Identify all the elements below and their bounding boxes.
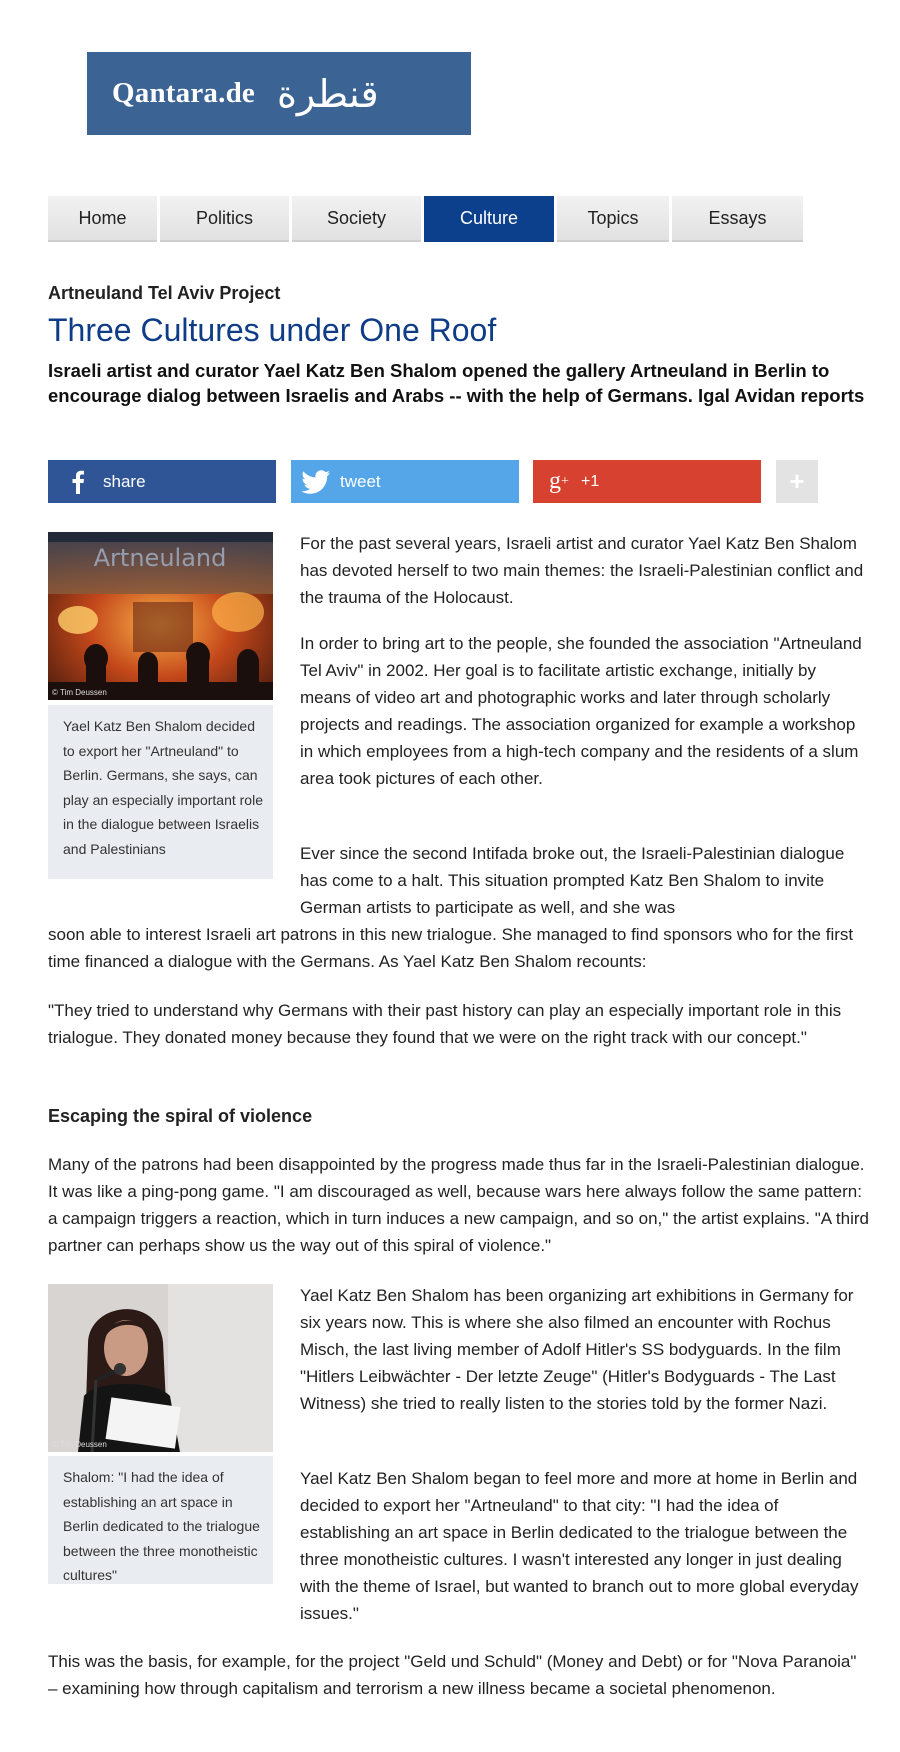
twitter-tweet-button[interactable] <box>291 460 519 503</box>
google-plus-label: +1 <box>581 472 600 490</box>
article-paragraph-4: Many of the patrons had been disappointed by the progress made thus far in the Israeli-Palestinian dialogue. It was like a ping-pong game. "I am discouraged as well, because wars here always follow the same pattern: a campaign triggers a reaction, which in turn induces a new campaign, and so on," the artist explains. "A third partner can perhaps show us the way out of this spiral of violence." <box>48 1155 869 1255</box>
google-plus-button[interactable] <box>533 460 761 503</box>
article-paragraph-5: Yael Katz Ben Shalom has been organizing art exhibitions in Germany for six years now. This is where she also filmed an encounter with Rochus Misch, the last living member of Adolf Hitler's SS bodyguards. In the film "Hitlers Leibwächter - Der letzte Zeuge" (Hitler's Bodyguards - The Last Witness) she tried to really listen to the stories told by the former Nazi. <box>300 1286 854 1413</box>
logo-text-latin: Qantara.de <box>112 77 255 109</box>
twitter-icon <box>296 470 336 494</box>
article-title: Three Cultures under One Roof <box>48 312 497 348</box>
facebook-icon <box>58 470 98 494</box>
article-paragraph-3a: Ever since the second Intifada broke out, the Israeli-Palestinian dialogue has come to a halt. This situation prompted Katz Ben Shalom to invite German artists to participate as well, and she was <box>300 844 845 917</box>
main-nav <box>48 196 803 242</box>
photo-credit-1: © Tim Deussen <box>52 688 107 697</box>
photo-credit-2: © Tim Deussen <box>52 1440 107 1449</box>
nav-tab-culture[interactable]: Culture <box>424 196 554 242</box>
artneuland-gallery-photo <box>48 532 273 700</box>
twitter-tweet-label: tweet <box>340 471 381 491</box>
nav-tab-home[interactable]: Home <box>48 196 157 242</box>
image-caption-1: Yael Katz Ben Shalom decided to export her "Artneuland" to Berlin. Germans, she says, can play an especially important role in the dialogue between Israelis and Palestinians <box>48 705 273 879</box>
image-caption-2: Shalom: "I had the idea of establishing an art space in Berlin dedicated to the trialogue between the three monotheistic cultures" <box>48 1456 273 1584</box>
site-logo[interactable] <box>87 52 471 135</box>
plus-icon: + <box>789 466 805 496</box>
shalom-speaking-photo <box>48 1284 273 1452</box>
nav-tab-politics[interactable]: Politics <box>160 196 289 242</box>
artneuland-sign-text: Artneuland <box>93 544 227 572</box>
article-lead: Israeli artist and curator Yael Katz Ben Shalom opened the gallery Artneuland in Berlin to encourage dialog between Israelis and Arabs -- with the help of Germans. Igal Avidan reports <box>48 360 865 406</box>
nav-tab-society[interactable]: Society <box>292 196 421 242</box>
article-paragraph-3b: soon able to interest Israeli art patrons in this new trialogue. She managed to find sponsors who for the first time financed a dialogue with the Germans. As Yael Katz Ben Shalom recounts: <box>48 925 854 971</box>
nav-tab-topics[interactable]: Topics <box>557 196 669 242</box>
article-kicker: Artneuland Tel Aviv Project <box>48 283 281 303</box>
section-subheading: Escaping the spiral of violence <box>48 1106 313 1126</box>
article-quote: "They tried to understand why Germans with their past history can play an especially important role in this trialogue. They donated money because they found that we were on the right track with our concept." <box>48 1001 842 1047</box>
article-paragraph-7: This was the basis, for example, for the project "Geld und Schuld" (Money and Debt) or for "Nova Paranoia" – examining how through capitalism and terrorism a new illness became a societal phenomenon. <box>48 1652 857 1698</box>
more-share-button[interactable] <box>776 460 818 503</box>
article-paragraph-1: For the past several years, Israeli artist and curator Yael Katz Ben Shalom has devoted herself to two main themes: the Israeli-Palestinian conflict and the trauma of the Holocaust. <box>300 534 864 607</box>
google-plus-icon: g + <box>549 468 569 494</box>
nav-tab-essays[interactable]: Essays <box>672 196 803 242</box>
facebook-share-label: share <box>103 471 146 491</box>
article-paragraph-2: In order to bring art to the people, she founded the association "Artneuland Tel Aviv" in 2002. Her goal is to facilitate artistic exchange, initially by means of video art and photographic works and later through scholarly projects and readings. The association organized for example a workshop in which employees from a high-tech company and the residents of a slum area took pictures of each other. <box>300 634 862 788</box>
facebook-share-button[interactable] <box>48 460 276 503</box>
logo-text-arabic: قنطرة <box>276 71 379 116</box>
article-paragraph-6: Yael Katz Ben Shalom began to feel more and more at home in Berlin and decided to export her "Artneuland" to that city: "I had the idea of establishing an art space in Berlin dedicated to the trialogue between the three monotheistic cultures. I wasn't interested any longer in just dealing with the theme of Israel, but wanted to branch out to more global everyday issues." <box>300 1469 859 1623</box>
